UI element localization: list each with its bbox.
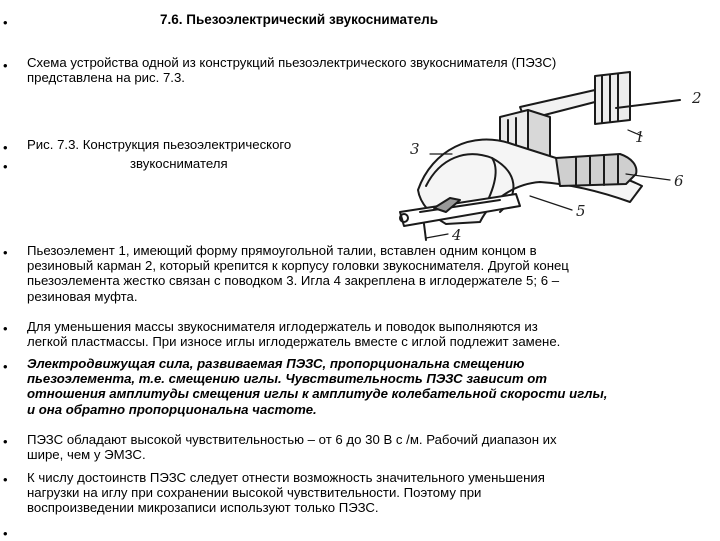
figure-label-1: 1 <box>635 128 645 146</box>
figure-label-5: 5 <box>576 202 586 220</box>
bullet-marker <box>3 249 11 257</box>
figure-caption-line1: Рис. 7.3. Конструкция пьезоэлектрического <box>27 137 292 152</box>
paragraph-piezo-element: Пьезоэлемент 1, имеющий форму прямоугольной талии, вставлен одним концом в резиновый карман 2, который крепится к корпусу головки звукоснимателя. Другой конец пьезоэлемента жестко связан с поводком 3. Игла 4 закреплена в иглодержателе 5; 6 – резиновая муфта. <box>27 243 569 304</box>
bullet-marker <box>3 144 11 152</box>
bullet-marker <box>3 62 11 70</box>
bullet-marker <box>3 530 11 538</box>
bullet-marker <box>3 363 11 371</box>
bullet-marker <box>3 19 11 27</box>
paragraph-sensitivity: ПЭЗС обладают высокой чувствительностью – от 6 до 30 В с /м. Рабочий диапазон их шире, чем у ЭМЗС. <box>27 432 557 463</box>
page-title: 7.6. Пьезоэлектрический звукосниматель <box>160 12 439 27</box>
bullet-marker <box>3 438 11 446</box>
figure-caption-line2: звукоснимателя <box>130 156 228 171</box>
figure-label-3: 3 <box>410 140 420 158</box>
paragraph-mass: Для уменьшения массы звукоснимателя иглодержатель и поводок выполняются из легкой пластмассы. При износе иглы иглодержатель вместе с иглой подлежит замене. <box>27 319 561 350</box>
figure-label-2: 2 <box>692 89 702 107</box>
paragraph-emf: Электродвижущая сила, развиваемая ПЭЗС, пропорциональна смещению пьезоэлемента, т.е. смещению иглы. Чувствительность ПЭЗС зависит от отношения амплитуды смещения иглы к амплитуде колебательной скорости иглы, и она обратно пропорциональна частоте. <box>27 356 608 417</box>
bullet-marker <box>3 476 11 484</box>
pickup-diagram <box>380 62 710 247</box>
paragraph-advantages: К числу достоинств ПЭЗС следует отнести возможность значительного уменьшения нагрузки на иглу при сохранении высокой чувствительности. Поэтому при воспроизведении микрозаписи используют только ПЭЗС. <box>27 470 545 516</box>
intro-paragraph: Схема устройства одной из конструкций пьезоэлектрического звукоснимателя (ПЭЗС) представлена на рис. 7.3. <box>27 55 557 86</box>
figure-label-6: 6 <box>674 172 684 190</box>
bullet-marker <box>3 163 11 171</box>
bullet-marker <box>3 325 11 333</box>
figure-label-4: 4 <box>452 226 462 244</box>
